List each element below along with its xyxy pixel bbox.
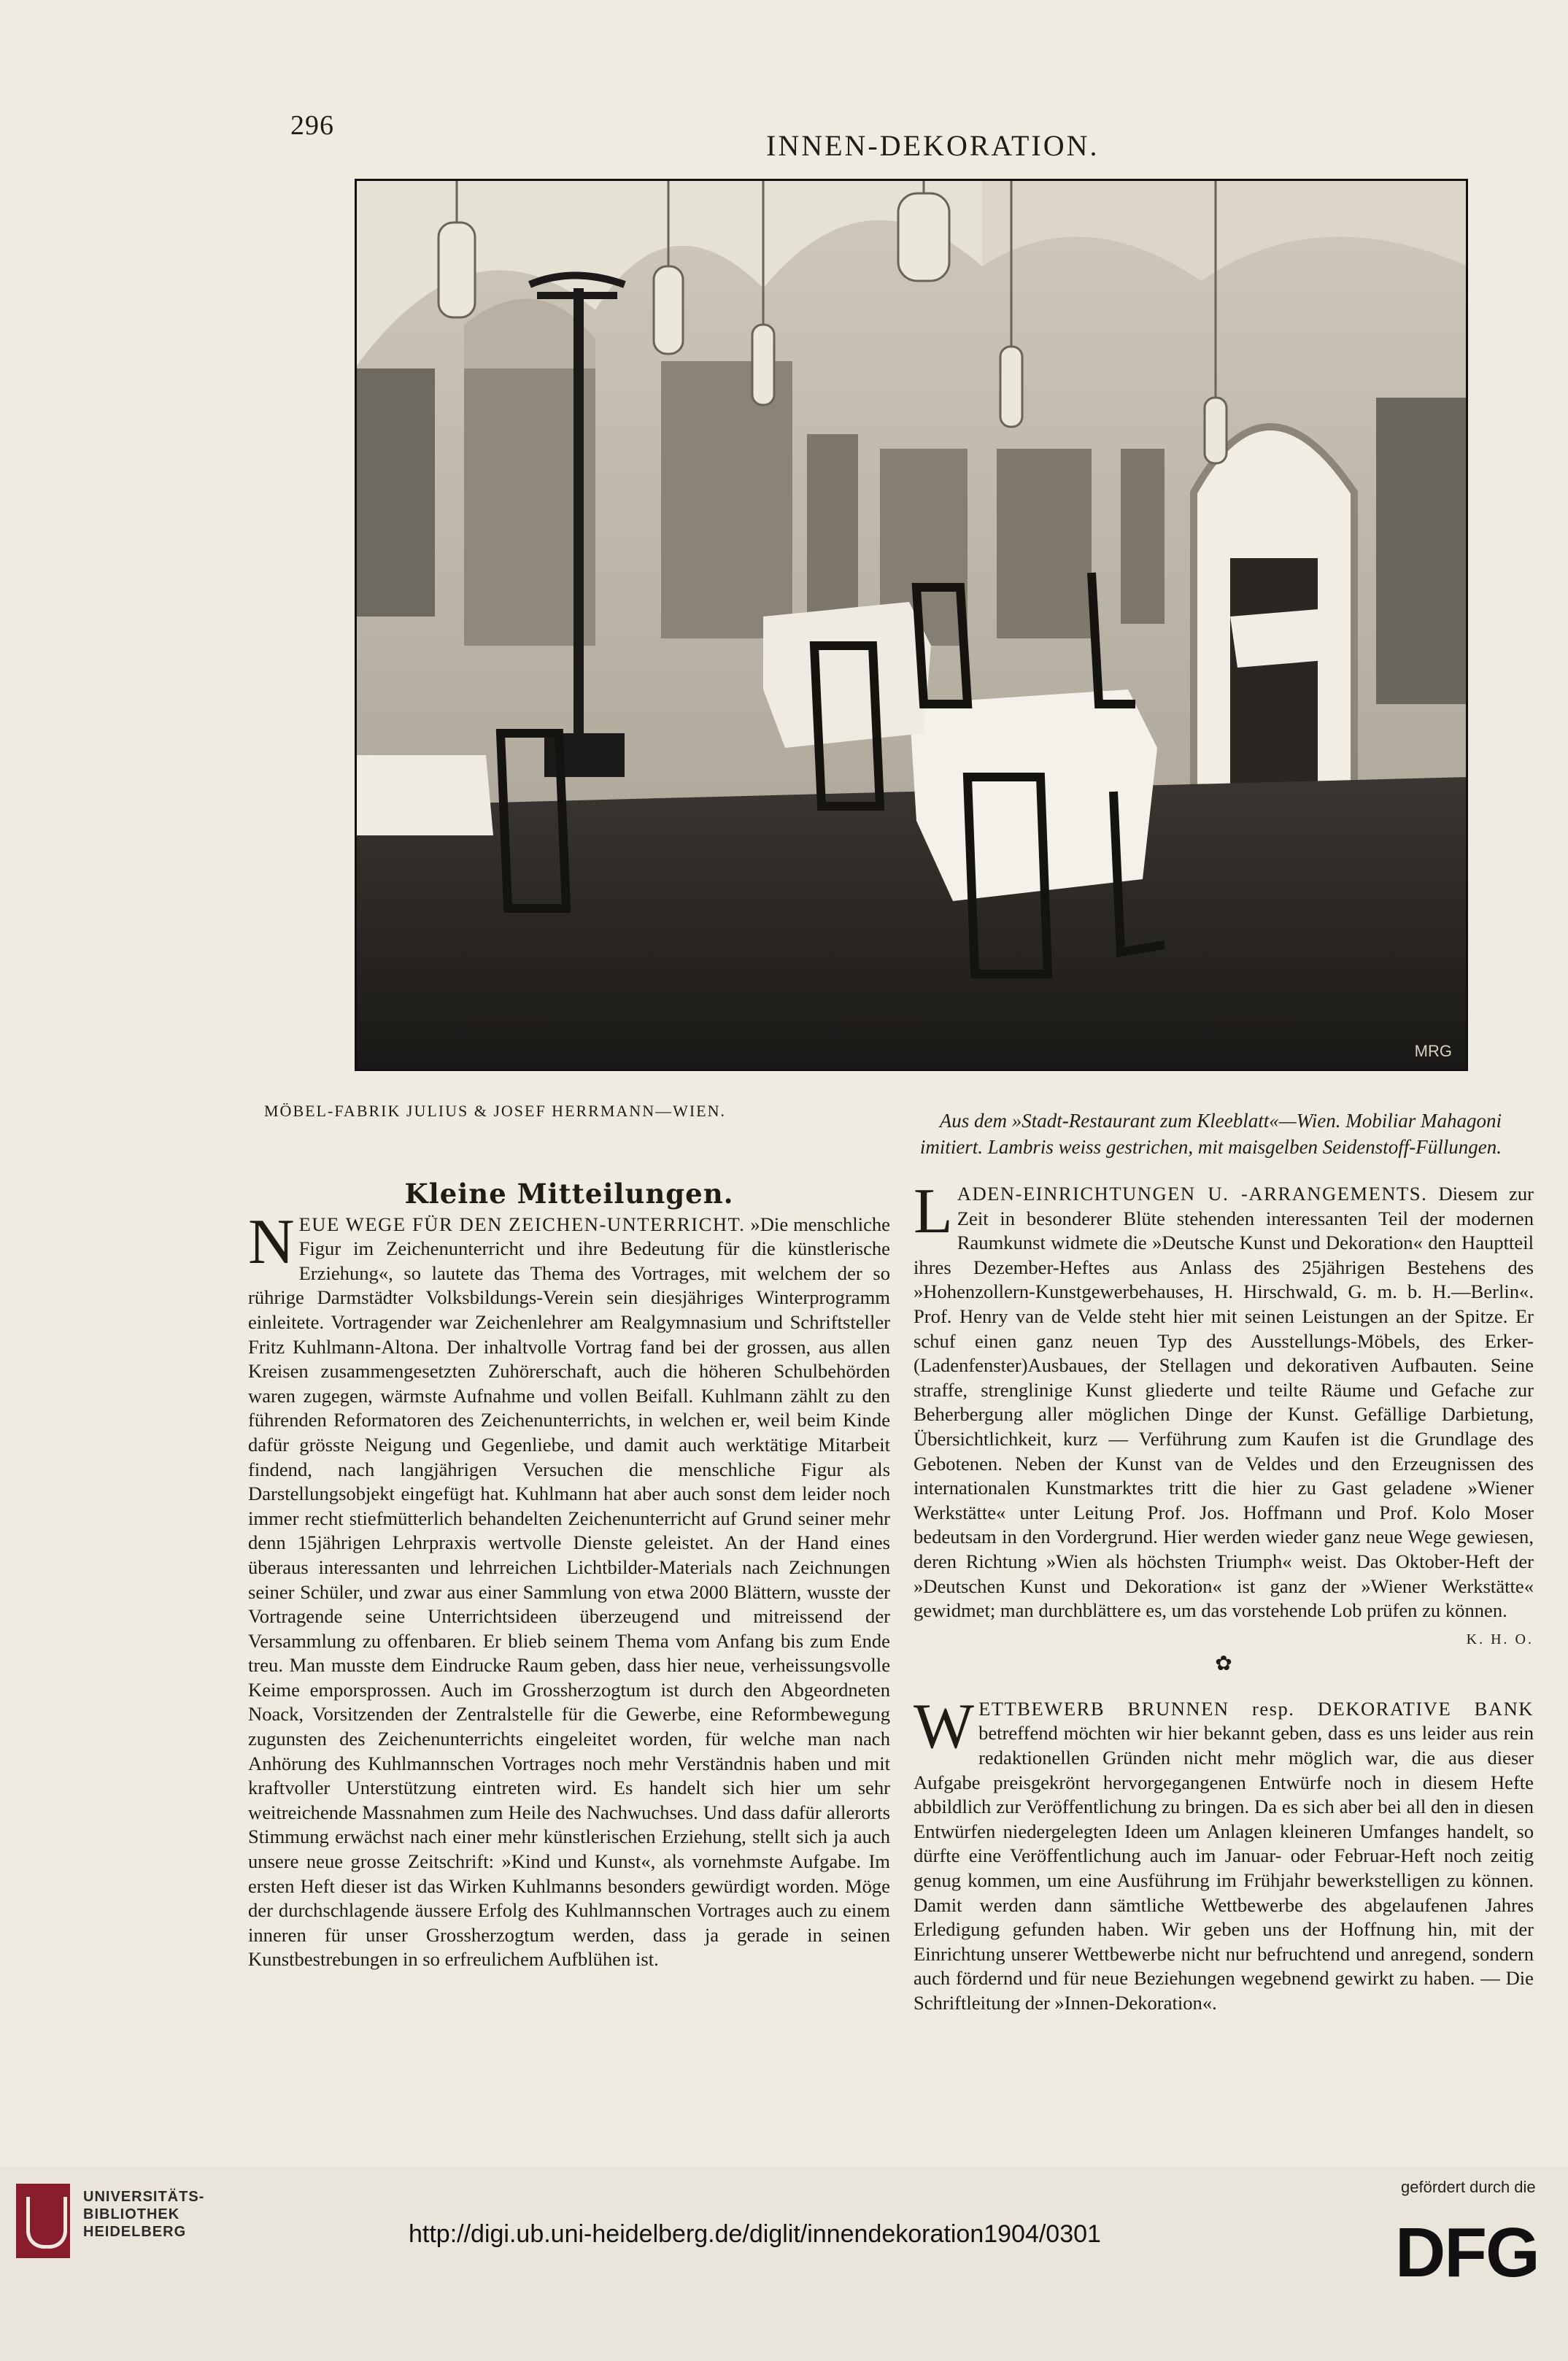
library-name [83, 2188, 204, 2241]
left-column [248, 1178, 890, 1972]
photo-caption-line-1: Aus dem »Stadt-Restaurant zum Kleeblatt«—Wien. Mobiliar Mahagoni [939, 1110, 1502, 1132]
restaurant-photo [355, 179, 1468, 1071]
running-head: INNEN-DEKORATION. [766, 129, 1100, 162]
dfg-logo[interactable]: DFG [1395, 2214, 1539, 2292]
article-lead: ETTBEWERB BRUNNEN resp. DEKORATIVE BANK [978, 1697, 1534, 1720]
university-library-logo[interactable] [16, 2184, 205, 2300]
article-lead: EUE WEGE FÜR DEN ZEICHEN-UNTERRICHT. [298, 1213, 746, 1235]
dropcap: W [914, 1690, 975, 1762]
article-zeichenunterricht [248, 1206, 890, 1972]
photographer-mark: MRG [1414, 1042, 1452, 1060]
article-lead: ADEN-EINRICHTUNGEN U. -ARRANGEMENTS. [957, 1183, 1428, 1205]
photo-caption [808, 1108, 1502, 1160]
flower-ornament-icon: ✿ [1215, 1653, 1232, 1676]
right-column [914, 1176, 1534, 2016]
library-name-line-3: HEIDELBERG [83, 2224, 187, 2240]
dropcap: L [914, 1176, 953, 1247]
restaurant-interior-illustration [355, 179, 1468, 1071]
photo-credit-manufacturer: MÖBEL-FABRIK JULIUS & JOSEF HERRMANN—WIEN. [264, 1102, 727, 1120]
photo-caption-line-2: imitiert. Lambris weiss gestrichen, mit maisgelben Seidenstoff-Füllungen. [919, 1136, 1502, 1158]
article-laden-einrichtungen [914, 1176, 1534, 1647]
author-signature: K. H. O. [1466, 1631, 1534, 1647]
article-body: betreffend möchten wir hier bekannt geben, dass es uns leider aus rein redaktionellen Gründen nicht mehr möglich war, die aus dieser Aufgabe preisgekrönt hervorgegangenen Entwürfe noch in diesem Hefte abbildlich zur Veröffentlichung zu bringen. Da es sich aber bei all den in diesen Entwürfen niedergelegten Ideen um Anlagen kleineren Umfanges handelt, so dürfte eine Veröffentlichung auch im Januar- oder Februar-Heft noch zeitig genug kommen, um eine Ausführung im Frühjahr bewerkstelligen zu können. Damit werden dann sämtliche Wettbewerbe des abgelaufenen Jahres Erledigung gefunden haben. Wir geben uns der Hoffnung hin, mit der Einrichtung unserer Wettbewerbe nicht nur befruchtend und anregend, sondern auch fördernd und für neue Beziehungen wegebnend gewirkt zu haben. — Die Schriftleitung der »Innen-Dekoration«. [914, 1722, 1534, 2014]
section-title: Kleine Mitteilungen. [404, 1178, 734, 1210]
permalink-url[interactable]: http://digi.ub.uni-heidelberg.de/diglit/innendekoration1904/0301 [409, 2220, 1101, 2248]
library-name-line-2: BIBLIOTHEK [83, 2206, 180, 2222]
article-wettbewerb [914, 1690, 1534, 2016]
article-body: Diesem zur Zeit in besonderer Blüte stehenden interessanten Teil der modernen Raumkunst widmete die »Deutsche Kunst und Dekoration« den Hauptteil ihres Dezember-Heftes aus Anlass des 25jährigen Bestehens des »Hohenzollern-Kunstgewerbehauses, H. Hirschwald, G. m. b. H.—Berlin«. Prof. Henry van de Velde steht hier mit seinen Leistungen an der Spitze. Er schuf einen ganz neuen Typ des Ausstellungs-Möbels, des Erker-(Ladenfenster)Ausbaues, der Stellagen und dekorativen Aufbauten. Seine straffe, strenglinige Kunst gliederte und teilte Räume und Gefache zur Beherbergung aller möglichen Dinge der Kunst. Gefällige Darbietung, Übersichtlichkeit, kurz — Verführung zum Kaufen ist die Grundlage des Gebotenen. Neben der Kunst van de Veldes und den Erzeugnissen des internationalen Kunstmarktes tritt die hier zu Gast geladene »Wiener Werkstätte« unter Leitung Prof. Jos. Hoffmann und Prof. Kolo Moser bedeutsam in den Vordergrund. Hier werden wieder ganz neue Wege gewiesen, deren Richtung »Wien als höchsten Triumph« weist. Das Oktober-Heft der »Deutschen Kunst und Dekoration« ist ganz der »Wiener Werkstätte« gewidmet; man durchblättere es, um das vorstehende Lob prüfen zu können. [914, 1183, 1534, 1622]
dropcap: N [248, 1206, 295, 1278]
digitization-footer [0, 2167, 1568, 2361]
funding-label: gefördert durch die [1401, 2178, 1536, 2196]
article-body: »Die menschliche Figur im Zeichenunterricht und ihre Bedeutung für die künstlerische Erziehung«, so lautete das Thema des Vortrages, mit welchem der so rührige Darmstädter Volksbildungs-Verein sein diesjähriges Winterprogramm einleitete. Vortragender war Zeichenlehrer am Realgymnasium und Schriftsteller Fritz Kuhlmann-Altona. Der inhaltvolle Vortrag fand bei der grossen, aus allen Kreisen zusammengesetzten Zuhörerschaft, auch die höheren Schulbehörden waren zugegen, wärmste Aufnahme und vollen Beifall. Kuhlmann zählt zu den führenden Reformatoren des Zeichenunterrichts, in welchen er, weil beim Kinde dafür grösste Neigung und Gegenliebe, und damit auch werktätige Mitarbeit findend, nach langjährigen Versuchen die menschliche Figur als Darstellungsobjekt eingefügt hat. Kuhlmann hat aber auch sonst dem leider noch immer recht stiefmütterlich behandelten Zeichenunterricht auf Grund seiner mehr denn 15jährigen Lehrpraxis wertvolle Dienste geleistet. An der Hand eines überaus interessanten und lehrreichen Lichtbilder-Materials nach Zeichnungen seiner Schüler, und zwar aus einer Sammlung von etwa 2000 Blättern, wusste der Vortragende seine Unterrichtsideen überzeugend und mitreissend der Versammlung zu offenbaren. Er blieb seinem Thema vom Anfang bis zum Ende treu. Man musste dem Eindrucke Raum geben, dass hier neue, verheissungsvolle Keime emporsprossen. Auch im Grossherzogtum ist durch den Abgeordneten Noack, Vorsitzenden der Zentralstelle für die Gewerbe, eine Reformbewegung zugunsten des Zeichenunterrichts eingeleitet worden, für welche man nach Anhörung des Kuhlmannschen Vortrages noch mehr Verständnis haben und mit kraftvoller Unterstützung eintreten wird. Es handelt sich hier um sehr weitreichende Massnahmen zum Heile des Nachwuchses. Und dass dafür allerorts Stimmung erwächst nach einer mehr künstlerischen Erziehung, stellt sich ja auch unsere neue grosse Zeitschrift: »Kind und Kunst«, als vornehmste Aufgabe. Im ersten Heft dieser ist das Wirken Kuhlmanns besonders gewürdigt worden. Möge der durchschlagende äussere Erfolg des Kuhlmannschen Vortrages auch zu einem inneren für unser Grossherzogtum werden, dass ja gerade in seinen Kunstbestrebungen in so erfreulichem Aufblühen ist. [248, 1213, 890, 1971]
library-name-line-1: UNIVERSITÄTS- [83, 2189, 205, 2205]
page-number: 296 [290, 110, 334, 141]
library-seal-icon [16, 2184, 70, 2258]
